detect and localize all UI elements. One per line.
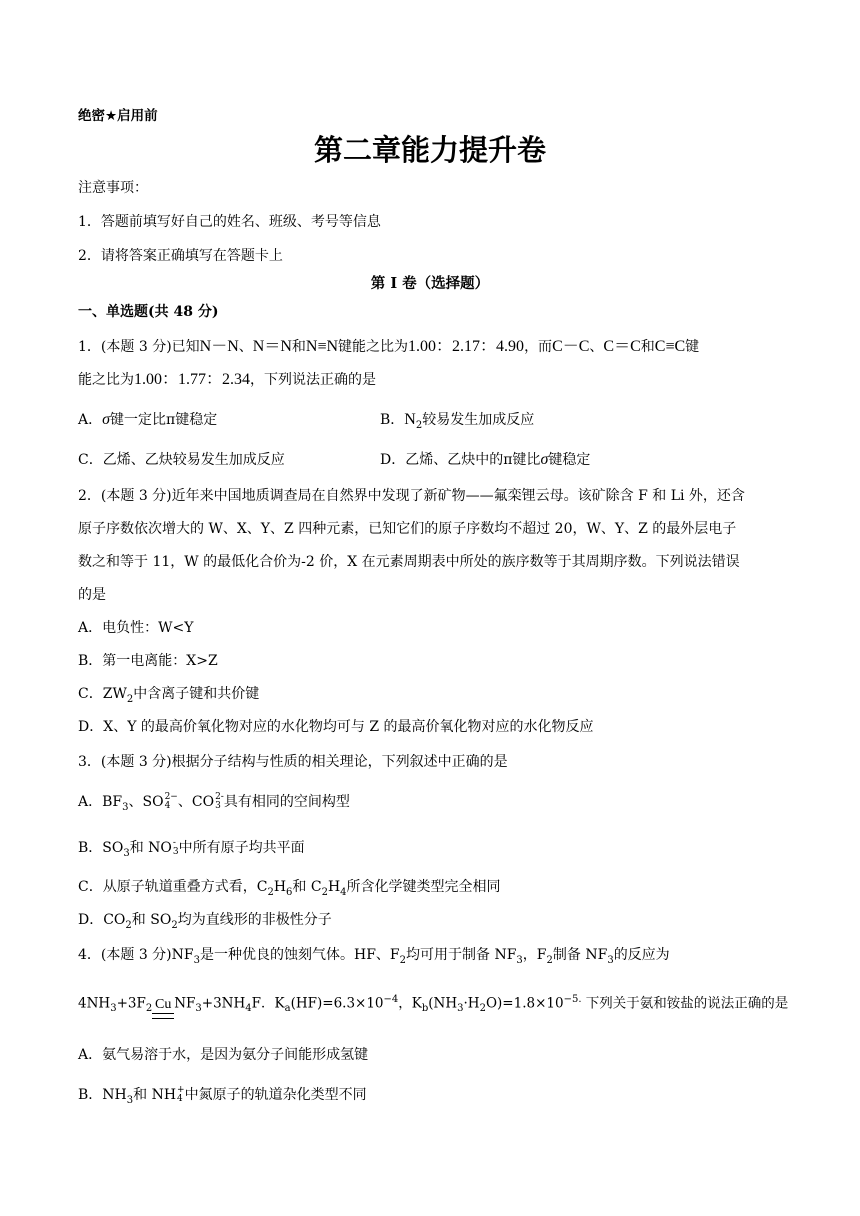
page-title: 第二章能力提升卷 bbox=[313, 133, 546, 167]
q4-reaction-equation: $4NH_3+3F_2$ Cu $NF_3+3NH_4F$．$K_a(HF)=6.3\times 10^{-4}$，$K_b(NH_3\cdot H_2O)=1.8\times 10^{-5.}$ 下列关于氨和铵盐的说法正确的是 bbox=[78, 982, 788, 1027]
q2-option-a: A．电负性：W<Y bbox=[78, 620, 194, 636]
catalyst-over-equals bbox=[152, 998, 174, 1023]
q3-option-b: B．$SO_3$和 NO - 3 中所有原子均共平面 bbox=[78, 838, 305, 859]
q1-option-a: A．σ键一定比π键稳定 bbox=[78, 411, 218, 428]
q1-stem-line2: 能之比为1.00：1.77：2.34，下列说法正确的是 bbox=[78, 371, 377, 388]
q2-option-b: B．第一电离能：X>Z bbox=[78, 653, 218, 669]
notice-heading: 注意事项： bbox=[78, 180, 148, 196]
q1-option-b: B．$N_2$较易发生加成反应 bbox=[380, 411, 535, 431]
notice-item: 1．答题前填写好自己的姓名、班级、考号等信息 bbox=[78, 214, 381, 230]
q4-option-a: A．氨气易溶于水，是因为氨分子间能形成氢键 bbox=[78, 1047, 369, 1063]
q3-option-c: C．从原子轨道重叠方式看，$C_2H_6$和 $C_2H_4$所含化学键类型完全相同 bbox=[78, 879, 501, 898]
volume-heading: 第 I 卷（选择题） bbox=[370, 275, 490, 292]
q3-option-a: A．$BF_3$、SO 2− 4 、CO 2- 3 具有相同的空间构型 bbox=[78, 792, 350, 813]
q1-stem-line1: 1．(本题 3 分)已知N－N、N＝N和N≡N键能之比为1.00：2.17：4.90，而C－C、C＝C和C≡C键 bbox=[78, 338, 700, 355]
q2-stem-line: 的是 bbox=[78, 587, 106, 603]
equals-sign bbox=[152, 1013, 174, 1019]
q4-stem: 4．(本题 3 分)$NF_3$是一种优良的蚀刻气体。HF、$F_2$均可用于制备 $NF_3$，$F_2$制备 $NF_3$的反应为 bbox=[78, 947, 670, 966]
secret-mark: 绝密★启用前 bbox=[78, 108, 158, 124]
notice-item: 2．请将答案正确填写在答题卡上 bbox=[78, 248, 283, 264]
q1-number: 1 bbox=[78, 339, 87, 355]
q3-stem: 3．(本题 3 分)根据分子结构与性质的相关理论，下列叙述中正确的是 bbox=[78, 754, 508, 770]
q2-option-d: D．X、Y 的最高价氧化物对应的水化物均可与 Z 的最高价氧化物对应的水化物反应 bbox=[78, 719, 594, 735]
q2-stem-line: 2．(本题 3 分)近年来中国地质调查局在自然界中发现了新矿物——氟栾锂云母。该矿除含 F 和 Li 外，还含 bbox=[78, 488, 745, 504]
q1-option-c: C．乙烯、乙炔较易发生加成反应 bbox=[78, 452, 285, 468]
q2-stem-line: 数之和等于 11，W 的最低化合价为-2 价，X 在元素周期表中所处的族序数等于其周期序数。下列说法错误 bbox=[78, 554, 740, 570]
q3-option-d: D．$CO_2$和 $SO_2$均为直线形的非极性分子 bbox=[78, 912, 332, 931]
q4-option-b: B．$NH_3$和 NH + 4 中氮原子的轨道杂化类型不同 bbox=[78, 1085, 367, 1106]
section-heading: 一、单选题(共 48 分) bbox=[78, 304, 219, 320]
q2-option-c: C．$ZW_2$中含离子键和共价键 bbox=[78, 686, 260, 705]
catalyst-label: Cu bbox=[155, 996, 172, 1012]
q2-stem-line: 原子序数依次增大的 W、X、Y、Z 四种元素，已知它们的原子序数均不超过 20，W、Y、Z 的最外层电子 bbox=[78, 521, 737, 537]
q1-option-d: D．乙烯、乙炔中的π键比σ键稳定 bbox=[380, 451, 591, 468]
